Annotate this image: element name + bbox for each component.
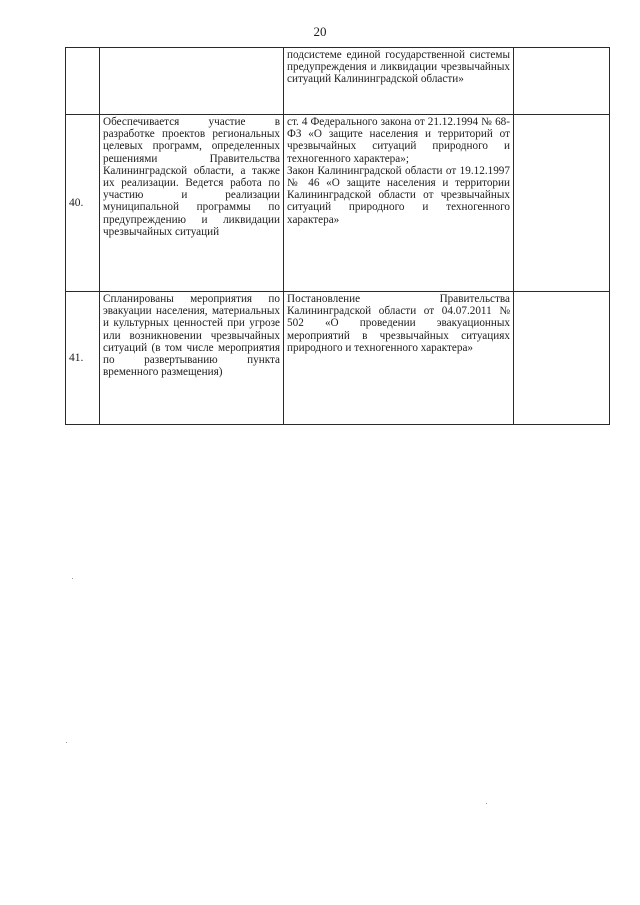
scan-speck	[72, 578, 73, 579]
requirement-cell: Спланированы мероприятия по эвакуации населения, материальных и культурных ценностей при угрозе или возникновении чрезвычайных ситуаций (в том числе мероприятия по развертыванию пункта временного размещения)	[100, 292, 284, 425]
requirement-cell: Обеспечивается участие в разработке проектов региональных целевых программ, определенных решениями Правительства Калининградской области, а также их реализации. Ведется работа по участию и реализации муниципальной программы по предупреждению и ликвидации чрезвычайных ситуаций	[100, 115, 284, 292]
table-row	[66, 115, 610, 292]
table-row	[66, 292, 610, 425]
row-number-cell	[66, 48, 100, 115]
note-cell	[514, 115, 610, 292]
table-row	[66, 48, 610, 115]
row-number-cell: 41.	[66, 292, 100, 425]
row-number-cell: 40.	[66, 115, 100, 292]
legal-basis-text: Закон Калининградской области от 19.12.1997 № 46 «О защите населения и территории Калининградской области от чрезвычайных ситуаций природного и техногенного характера»	[287, 164, 510, 226]
note-cell	[514, 48, 610, 115]
scan-speck	[486, 803, 487, 804]
legal-basis-cell	[284, 115, 514, 292]
note-cell	[514, 292, 610, 425]
requirements-table	[65, 47, 610, 425]
legal-basis-cell	[284, 292, 514, 425]
page-number: 20	[313, 24, 327, 39]
legal-basis-text: Постановление Правительства Калининградской области от 04.07.2011 № 502 «О проведении эвакуационных мероприятий в чрезвычайных ситуациях природного и техногенного характера»	[287, 293, 510, 354]
legal-basis-text: ст. 4 Федерального закона от 21.12.1994 № 68-ФЗ «О защите населения и территорий от чрезвычайных ситуаций природного и техногенного характера»;	[287, 116, 510, 165]
scan-speck	[66, 742, 67, 743]
requirement-cell	[100, 48, 284, 115]
legal-basis-cell	[284, 48, 514, 115]
legal-basis-text: подсистеме единой государственной системы предупреждения и ликвидации чрезвычайных ситуаций Калининградской области»	[287, 49, 510, 86]
